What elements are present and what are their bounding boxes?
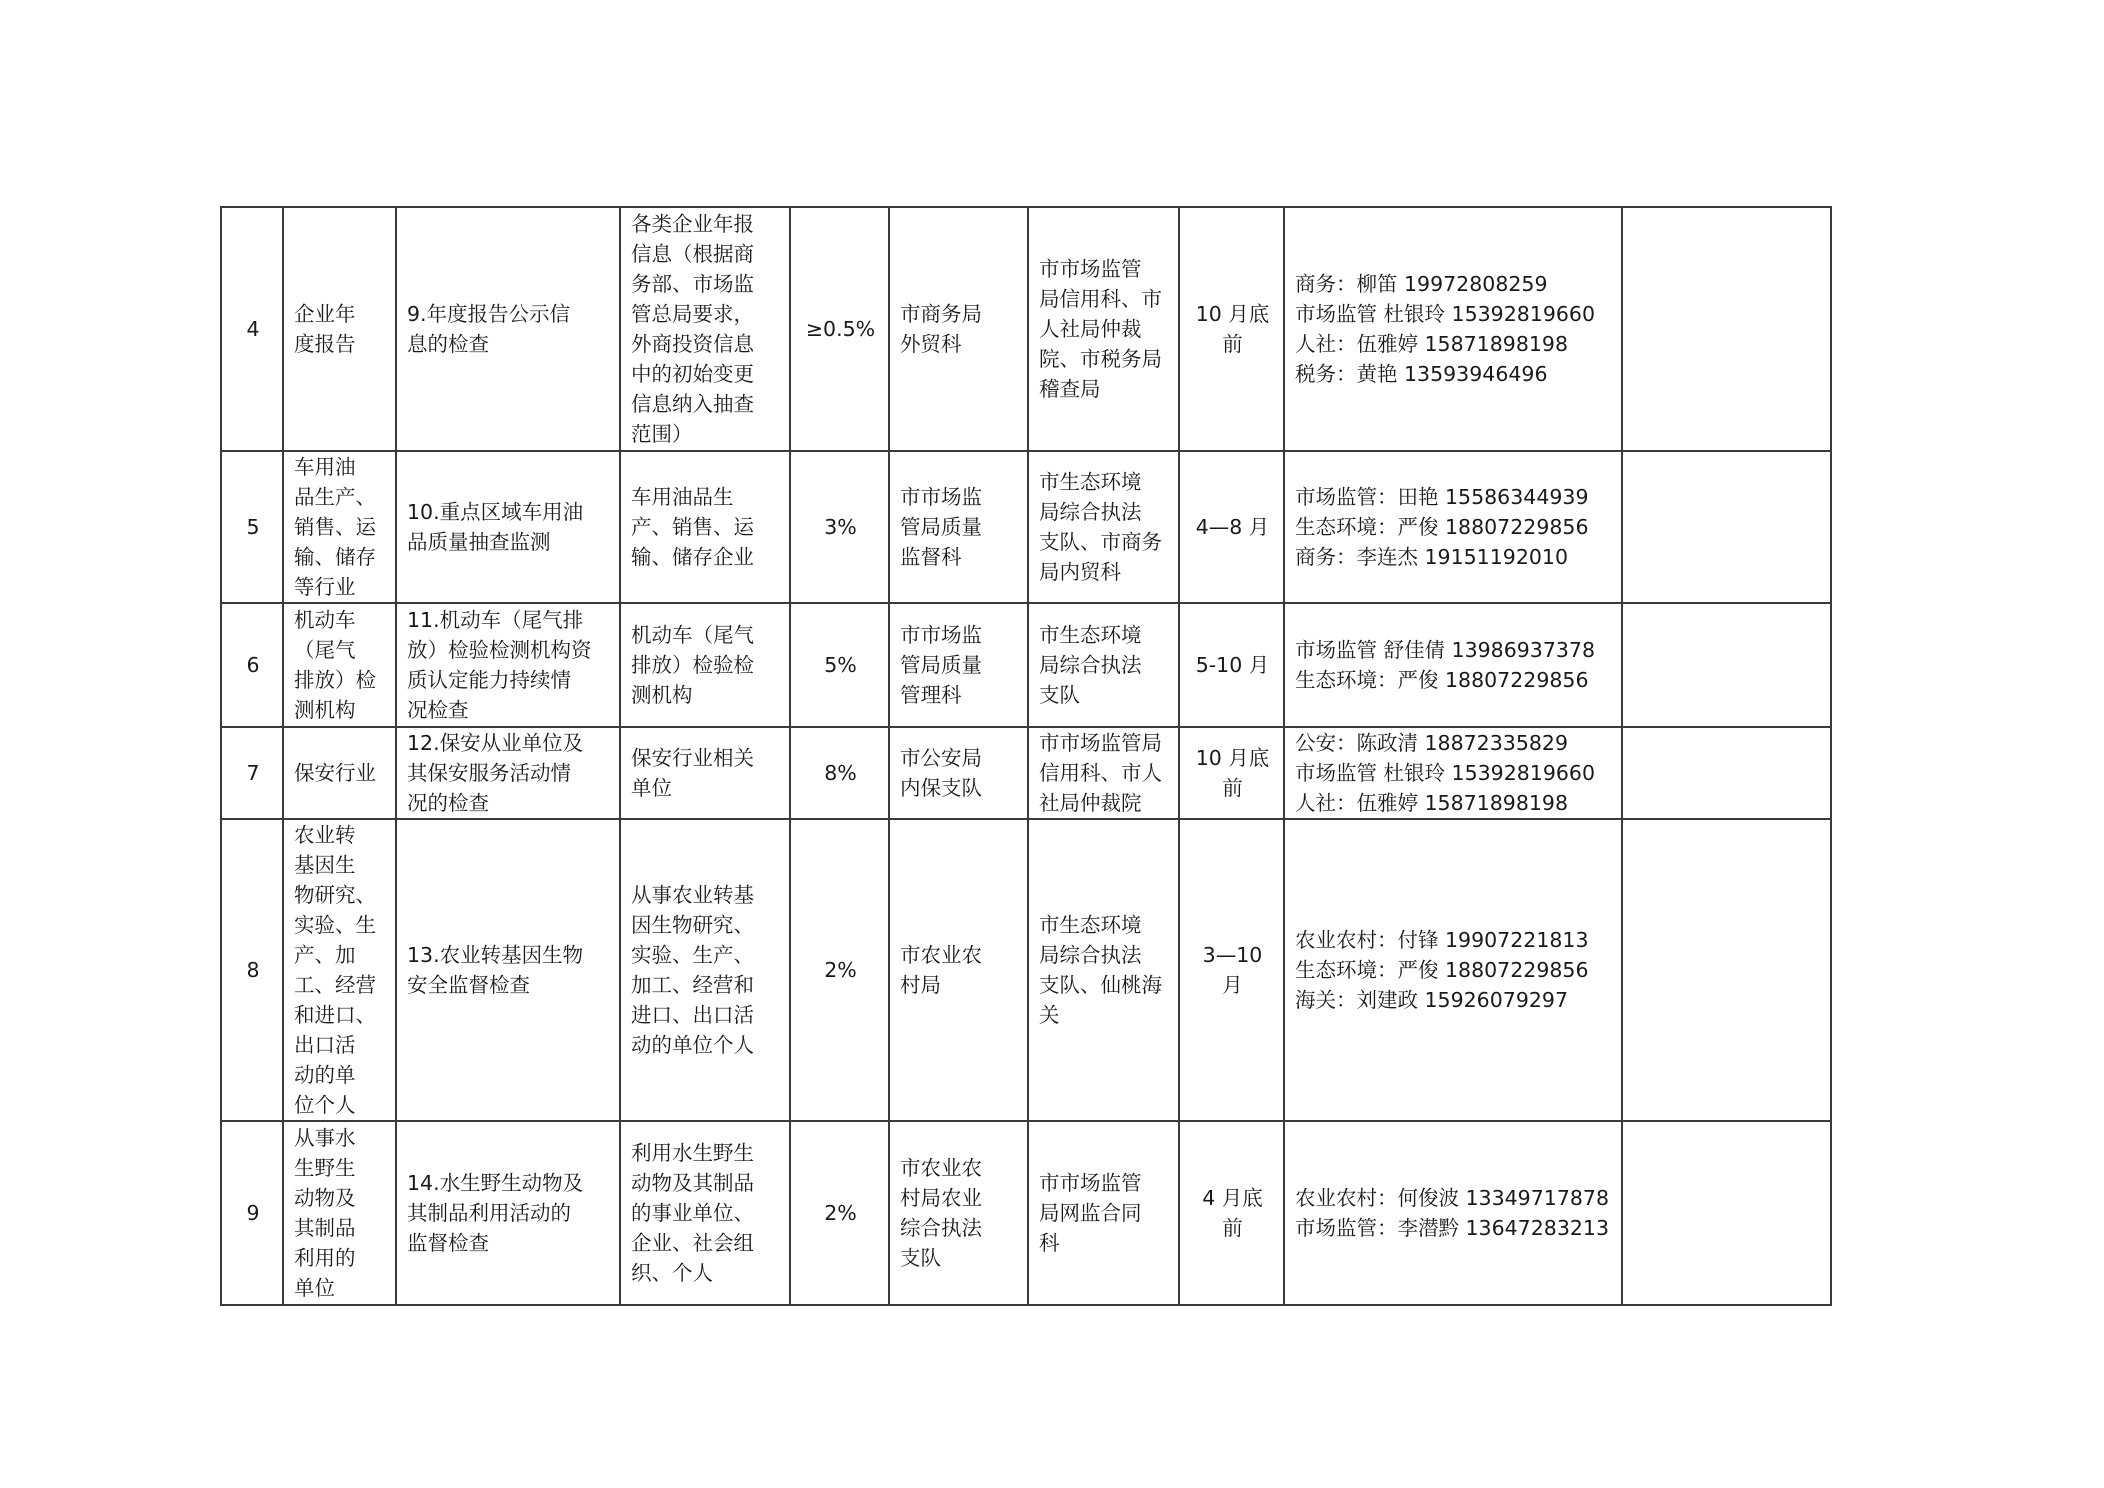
lead-department-line: 市公安局 [900,746,982,770]
partner-departments-line: 局信用科、市 [1039,287,1162,311]
time-limit-cell [1179,207,1284,451]
inspection-target-line: 排放）检验检 [631,653,754,677]
lead-department-line: 内保支队 [900,776,982,800]
contacts-line: 农业农村：付锋 19907221813 [1295,928,1589,952]
industry-line: 农业转 [294,823,356,847]
inspection-target-cell [620,727,790,819]
contacts-line: 海关：刘建政 15926079297 [1295,988,1568,1012]
time-limit-cell [1179,603,1284,727]
lead-department-cell [889,1121,1028,1305]
industry-line: 车用油 [294,455,356,479]
table-row [221,1121,1831,1305]
partner-departments-line: 信用科、市人 [1039,761,1162,785]
inspection-target-line: 保安行业相关 [631,746,754,770]
lead-department-line: 村局农业 [900,1186,982,1210]
time-limit-line: 前 [1222,332,1243,356]
lead-department-cell [889,727,1028,819]
industry-line: 度报告 [294,332,356,356]
inspection-target-line: 信息纳入抽查 [631,392,754,416]
table-row [221,819,1831,1121]
lead-department-line: 市市场监 [900,623,982,647]
inspection-item-line: 12.保安从业单位及 [407,731,584,755]
contacts-line: 市场监管 杜银玲 15392819660 [1295,761,1596,785]
inspection-item-line: 况的检查 [407,791,489,815]
industry-line: 销售、运 [294,515,376,539]
inspection-item-line: 品质量抽查监测 [407,530,551,554]
lead-department-line: 管局质量 [900,653,982,677]
partner-departments-line: 市生态环境 [1039,470,1142,494]
inspection-target-line: 产、销售、运 [631,515,754,539]
document-page [220,206,1832,1306]
industry-line: 品生产、 [294,485,376,509]
sampling-rate-cell: 2% [790,1121,889,1305]
lead-department-line: 市农业农 [900,943,982,967]
table-row [221,451,1831,603]
note-cell [1622,819,1831,1121]
industry-line: 机动车 [294,608,356,632]
inspection-item-cell [396,819,620,1121]
lead-department-cell [889,819,1028,1121]
inspection-item-line: 13.农业转基因生物 [407,943,584,967]
industry-line: 基因生 [294,853,356,877]
contacts-line: 市场监管 杜银玲 15392819660 [1295,302,1596,326]
industry-line: （尾气 [294,638,356,662]
contacts-cell [1284,451,1622,603]
inspection-item-line: 其保安服务活动情 [407,761,571,785]
industry-cell [283,1121,396,1305]
inspection-target-line: 织、个人 [631,1261,713,1285]
contacts-cell [1284,1121,1622,1305]
lead-department-cell [889,451,1028,603]
lead-department-cell [889,603,1028,727]
industry-line: 动的单 [294,1063,356,1087]
partner-departments-line: 局综合执法 [1039,653,1142,677]
sampling-rate-cell: 3% [790,451,889,603]
inspection-target-line: 各类企业年报 [631,212,754,236]
inspection-item-line: 9.年度报告公示信 [407,302,571,326]
lead-department-line: 市市场监 [900,485,982,509]
inspection-target-line: 机动车（尾气 [631,623,754,647]
industry-line: 生野生 [294,1156,356,1180]
lead-department-line: 管局质量 [900,515,982,539]
inspection-target-line: 测机构 [631,683,693,707]
note-cell [1622,451,1831,603]
partner-departments-line: 局综合执法 [1039,943,1142,967]
row-number: 5 [221,451,283,603]
contacts-cell [1284,603,1622,727]
partner-departments-cell [1028,727,1179,819]
contacts-line: 公安：陈政清 18872335829 [1295,731,1568,755]
lead-department-line: 综合执法 [900,1216,982,1240]
industry-cell [283,603,396,727]
industry-line: 等行业 [294,575,356,599]
inspection-target-line: 从事农业转基 [631,883,754,907]
contacts-line: 人社：伍雅婷 15871898198 [1295,791,1568,815]
inspection-target-cell [620,819,790,1121]
industry-line: 从事水 [294,1126,356,1150]
contacts-line: 市场监管：李潜黔 13647283213 [1295,1216,1609,1240]
time-limit-cell [1179,1121,1284,1305]
note-cell [1622,1121,1831,1305]
lead-department-line: 支队 [900,1246,941,1270]
industry-cell [283,819,396,1121]
inspection-item-line: 息的检查 [407,332,489,356]
industry-cell [283,451,396,603]
industry-line: 工、经营 [294,973,376,997]
note-cell [1622,727,1831,819]
inspection-item-cell [396,603,620,727]
inspection-item-line: 10.重点区域车用油 [407,500,584,524]
time-limit-line: 前 [1222,1216,1243,1240]
partner-departments-cell [1028,603,1179,727]
time-limit-line: 10 月底 [1195,746,1270,770]
partner-departments-line: 市生态环境 [1039,623,1142,647]
contacts-line: 生态环境：严俊 18807229856 [1295,668,1589,692]
inspection-target-line: 务部、市场监 [631,272,754,296]
industry-line: 位个人 [294,1093,356,1117]
partner-departments-line: 局网监合同 [1039,1201,1142,1225]
time-limit-cell [1179,819,1284,1121]
row-number: 8 [221,819,283,1121]
contacts-line: 商务：李连杰 19151192010 [1295,545,1568,569]
industry-line: 产、加 [294,943,356,967]
industry-line: 出口活 [294,1033,356,1057]
contacts-line: 农业农村：何俊波 13349717878 [1295,1186,1609,1210]
inspection-target-cell [620,207,790,451]
industry-line: 保安行业 [294,761,376,785]
industry-line: 单位 [294,1276,335,1300]
time-limit-line: 前 [1222,776,1243,800]
inspection-target-line: 单位 [631,776,672,800]
inspection-item-line: 安全监督检查 [407,973,530,997]
partner-departments-line: 支队、仙桃海 [1039,973,1162,997]
lead-department-line: 市商务局 [900,302,982,326]
partner-departments-line: 社局仲裁院 [1039,791,1142,815]
row-number: 6 [221,603,283,727]
sampling-rate-cell: 2% [790,819,889,1121]
industry-line: 其制品 [294,1216,356,1240]
inspection-target-cell [620,451,790,603]
note-cell [1622,207,1831,451]
lead-department-line: 监督科 [900,545,962,569]
inspection-table [220,206,1832,1306]
inspection-item-line: 况检查 [407,698,469,722]
contacts-cell [1284,727,1622,819]
time-limit-cell [1179,451,1284,603]
partner-departments-cell [1028,451,1179,603]
inspection-target-cell [620,603,790,727]
row-number: 7 [221,727,283,819]
partner-departments-line: 关 [1039,1003,1060,1027]
contacts-line: 税务：黄艳 13593946496 [1295,362,1548,386]
contacts-line: 人社：伍雅婷 15871898198 [1295,332,1568,356]
partner-departments-line: 局综合执法 [1039,500,1142,524]
inspection-target-line: 利用水生野生 [631,1141,754,1165]
partner-departments-line: 稽查局 [1039,377,1101,401]
inspection-target-line: 进口、出口活 [631,1003,754,1027]
inspection-target-line: 外商投资信息 [631,332,754,356]
inspection-item-line: 放）检验检测机构资 [407,638,592,662]
partner-departments-line: 科 [1039,1231,1060,1255]
inspection-target-line: 加工、经营和 [631,973,754,997]
inspection-target-line: 动物及其制品 [631,1171,754,1195]
partner-departments-line: 局内贸科 [1039,560,1121,584]
partner-departments-line: 市市场监管局 [1039,731,1162,755]
industry-cell [283,207,396,451]
industry-line: 实验、生 [294,913,376,937]
note-cell [1622,603,1831,727]
partner-departments-line: 市市场监管 [1039,1171,1142,1195]
partner-departments-cell [1028,1121,1179,1305]
inspection-item-cell [396,451,620,603]
inspection-item-cell [396,207,620,451]
industry-line: 和进口、 [294,1003,376,1027]
lead-department-line: 外贸科 [900,332,962,356]
inspection-target-line: 车用油品生 [631,485,734,509]
inspection-target-line: 企业、社会组 [631,1231,754,1255]
industry-line: 排放）检 [294,668,376,692]
partner-departments-line: 人社局仲裁 [1039,317,1142,341]
contacts-line: 市场监管：田艳 15586344939 [1295,485,1589,509]
inspection-target-line: 输、储存企业 [631,545,754,569]
contacts-cell [1284,819,1622,1121]
row-number: 9 [221,1121,283,1305]
inspection-target-line: 实验、生产、 [631,943,754,967]
industry-cell [283,727,396,819]
contacts-line: 生态环境：严俊 18807229856 [1295,958,1589,982]
inspection-target-line: 信息（根据商 [631,242,754,266]
inspection-target-line: 范围） [631,422,693,446]
time-limit-line: 10 月底 [1195,302,1270,326]
inspection-item-line: 11.机动车（尾气排 [407,608,584,632]
industry-line: 动物及 [294,1186,356,1210]
sampling-rate-cell: 8% [790,727,889,819]
time-limit-line: 月 [1222,973,1243,997]
inspection-item-line: 14.水生野生动物及 [407,1171,584,1195]
lead-department-line: 市农业农 [900,1156,982,1180]
lead-department-line: 管理科 [900,683,962,707]
inspection-target-line: 的事业单位、 [631,1201,754,1225]
inspection-item-cell [396,1121,620,1305]
time-limit-line: 4—8 月 [1195,515,1270,539]
partner-departments-line: 支队、市商务 [1039,530,1162,554]
inspection-item-line: 质认定能力持续情 [407,668,571,692]
time-limit-line: 5-10 月 [1195,653,1270,677]
time-limit-line: 4 月底 [1202,1186,1263,1210]
inspection-item-line: 其制品利用活动的 [407,1201,571,1225]
partner-departments-line: 市市场监管 [1039,257,1142,281]
contacts-line: 市场监管 舒佳倩 13986937378 [1295,638,1596,662]
inspection-target-line: 因生物研究、 [631,913,754,937]
contacts-line: 生态环境：严俊 18807229856 [1295,515,1589,539]
lead-department-line: 村局 [900,973,941,997]
inspection-target-cell [620,1121,790,1305]
inspection-item-cell [396,727,620,819]
inspection-item-line: 监督检查 [407,1231,489,1255]
time-limit-cell [1179,727,1284,819]
industry-line: 物研究、 [294,883,376,907]
sampling-rate-cell: ≥0.5% [790,207,889,451]
partner-departments-line: 市生态环境 [1039,913,1142,937]
row-number: 4 [221,207,283,451]
industry-line: 企业年 [294,302,356,326]
inspection-target-line: 管总局要求， [631,302,754,326]
lead-department-cell [889,207,1028,451]
contacts-cell [1284,207,1622,451]
industry-line: 测机构 [294,698,356,722]
table-row [221,207,1831,451]
table-row [221,603,1831,727]
partner-departments-cell [1028,819,1179,1121]
time-limit-line: 3—10 [1202,943,1263,967]
partner-departments-line: 院、市税务局 [1039,347,1162,371]
industry-line: 输、储存 [294,545,376,569]
inspection-target-line: 中的初始变更 [631,362,754,386]
inspection-target-line: 动的单位个人 [631,1033,754,1057]
partner-departments-cell [1028,207,1179,451]
partner-departments-line: 支队 [1039,683,1080,707]
table-row [221,727,1831,819]
contacts-line: 商务：柳笛 19972808259 [1295,272,1548,296]
sampling-rate-cell: 5% [790,603,889,727]
industry-line: 利用的 [294,1246,356,1270]
